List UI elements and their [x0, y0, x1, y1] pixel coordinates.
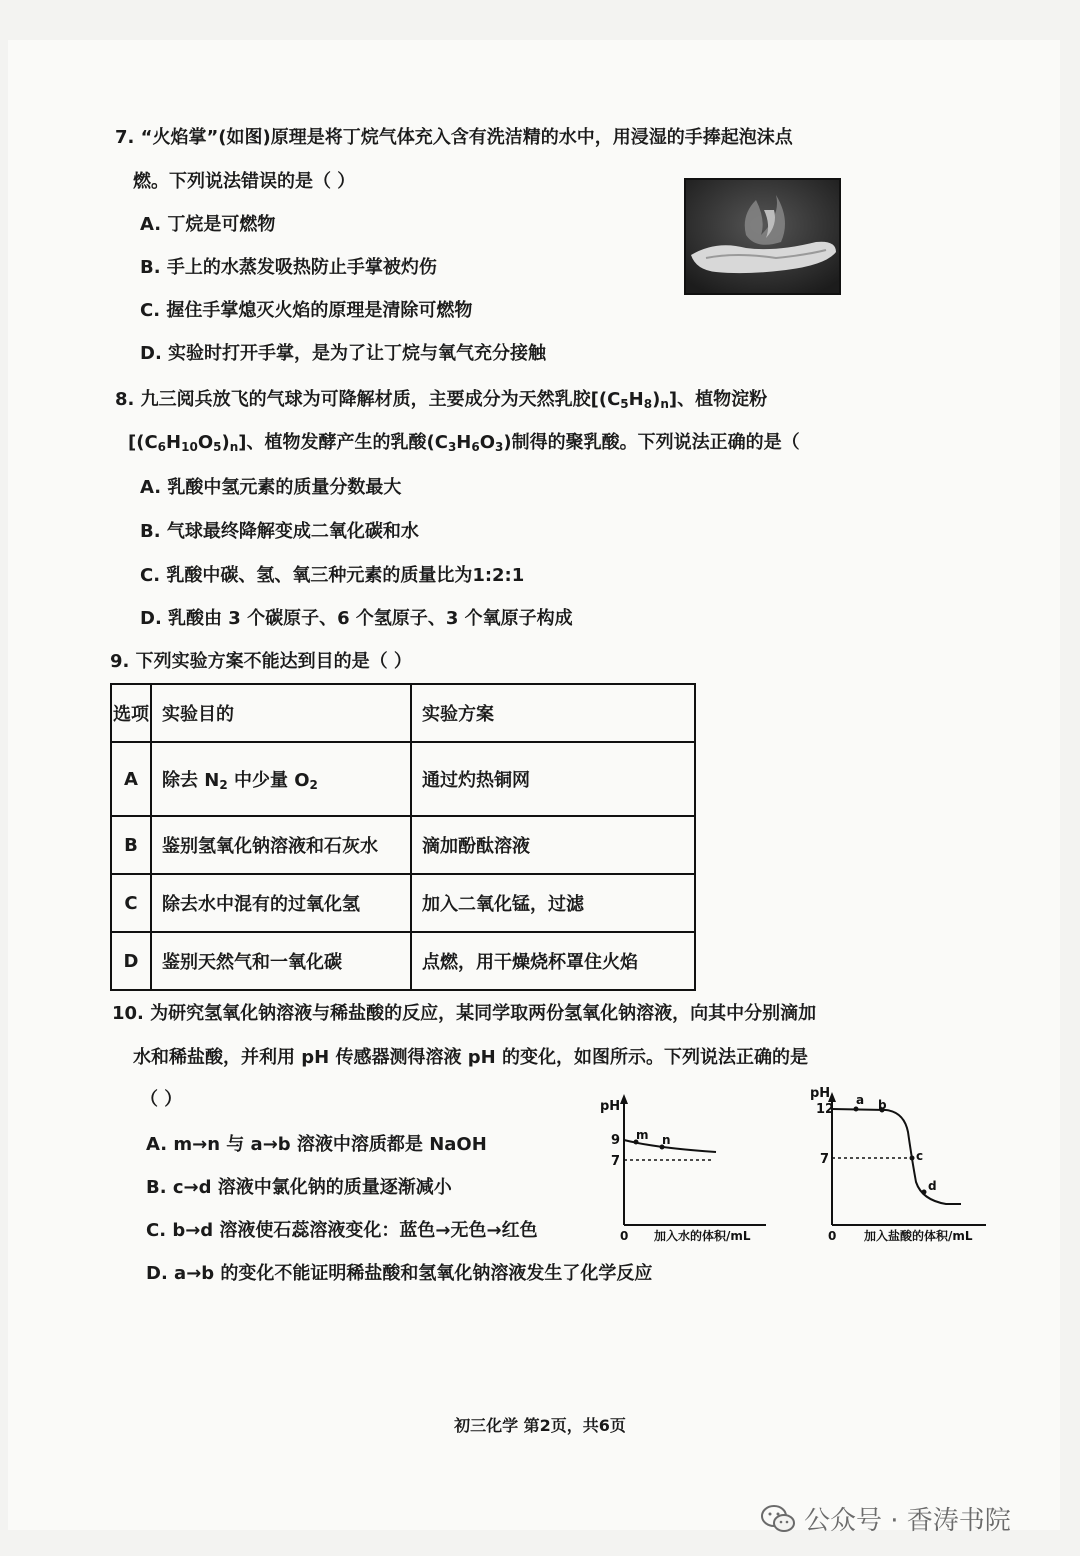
- q8-option-c: C. 乳酸中碳、氢、氧三种元素的质量比为1:2:1: [140, 565, 525, 586]
- tick-label-7: 7: [611, 1154, 621, 1169]
- q10-option-b: B. c→d 溶液中氯化钠的质量逐渐减小: [146, 1177, 452, 1198]
- y-axis-arrow-icon: [620, 1094, 628, 1104]
- point-d-label: d: [928, 1179, 937, 1193]
- origin-label: 0: [828, 1229, 837, 1243]
- table-row: [111, 742, 695, 816]
- row-goal: 除去 $N_2$ 中少量 $O_2$: [151, 742, 411, 816]
- page-footer: 初三化学 第2页，共6页: [454, 1416, 626, 1435]
- y-axis-label: pH: [810, 1086, 831, 1101]
- point-m-label: m: [636, 1128, 649, 1142]
- q7-stem-line2: 燃。下列说法错误的是（ ）: [133, 171, 356, 192]
- q8-option-d: D. 乳酸由 3 个碳原子、6 个氢原子、3 个氧原子构成: [140, 608, 573, 629]
- wechat-watermark: [760, 1500, 1011, 1537]
- q8-option-b: B. 气球最终降解变成二氧化碳和水: [140, 521, 419, 542]
- q10-option-d: D. a→b 的变化不能证明稀盐酸和氢氧化钠溶液发生了化学反应: [146, 1263, 653, 1284]
- row-goal: 鉴别天然气和一氧化碳: [151, 932, 411, 990]
- table-header-row: [111, 684, 695, 742]
- watermark-text: 公众号 · 香涛书院: [804, 1506, 1011, 1536]
- row-goal: 除去水中混有的过氧化氢: [151, 874, 411, 932]
- ph-graph-water: [596, 1090, 776, 1250]
- tick-label-12: 12: [816, 1102, 835, 1117]
- row-goal: 鉴别氢氧化钠溶液和石灰水: [151, 816, 411, 874]
- point-a-label: a: [856, 1093, 865, 1107]
- table-row: [111, 874, 695, 932]
- row-plan: 通过灼热铜网: [411, 742, 695, 816]
- row-plan: 加入二氧化锰，过滤: [411, 874, 695, 932]
- header-option: 选项: [111, 684, 151, 742]
- q8-option-a: A. 乳酸中氢元素的质量分数最大: [140, 477, 402, 498]
- origin-label: 0: [620, 1229, 629, 1243]
- point-c: [910, 1156, 915, 1161]
- x-axis-label: 加入水的体积/mL: [654, 1229, 751, 1243]
- table-row: [111, 816, 695, 874]
- row-plan: 点燃，用干燥烧杯罩住火焰: [411, 932, 695, 990]
- q7-option-a: A. 丁烷是可燃物: [140, 214, 276, 235]
- hcl-ph-curve: [832, 1109, 961, 1204]
- point-d: [922, 1190, 927, 1195]
- q8-stem-line2: $[(C_6H_{10}O_5)_n]$、植物发酵产生的乳酸$(C_3H_6O_3)$制得的聚乳酸。下列说法正确的是（: [128, 432, 800, 454]
- q10-stem-line3: （ ）: [140, 1089, 183, 1110]
- q7-option-b: B. 手上的水蒸发吸热防止手掌被灼伤: [140, 257, 437, 278]
- point-n-label: n: [662, 1133, 671, 1147]
- row-option: B: [111, 816, 151, 874]
- q10-option-a: A. m→n 与 a→b 溶液中溶质都是 NaOH: [146, 1134, 487, 1155]
- point-c-label: c: [916, 1149, 924, 1163]
- point-a: [854, 1107, 859, 1112]
- table-row: [111, 932, 695, 990]
- row-plan: 滴加酚酞溶液: [411, 816, 695, 874]
- tick-label-9: 9: [611, 1133, 621, 1148]
- q7-option-c: C. 握住手掌熄灭火焰的原理是清除可燃物: [140, 300, 473, 321]
- row-option: D: [111, 932, 151, 990]
- wechat-logo-icon: [760, 1504, 796, 1534]
- q10-option-c: C. b→d 溶液使石蕊溶液变化：蓝色→无色→红色: [146, 1220, 538, 1241]
- x-axis-label: 加入盐酸的体积/mL: [864, 1229, 973, 1243]
- ph-graph-hcl: [806, 1082, 996, 1250]
- q9-table: [110, 683, 696, 991]
- q7-stem-line1: 7. “火焰掌”(如图)原理是将丁烷气体充入含有洗洁精的水中，用浸湿的手捧起泡沫点: [115, 127, 793, 148]
- q10-stem-line1: 10. 为研究氢氧化钠溶液与稀盐酸的反应，某同学取两份氢氧化钠溶液，向其中分别滴加: [112, 1003, 817, 1024]
- q9-stem: 9. 下列实验方案不能达到目的是（ ）: [110, 651, 412, 672]
- header-plan: 实验方案: [411, 684, 695, 742]
- point-b-label: b: [878, 1098, 887, 1112]
- q8-stem-line1: 8. 九三阅兵放飞的气球为可降解材质，主要成分为天然乳胶$[(C_5H_8)_n]$、植物淀粉: [115, 389, 768, 411]
- row-option: C: [111, 874, 151, 932]
- q10-stem-line2: 水和稀盐酸，并利用 pH 传感器测得溶液 pH 的变化，如图所示。下列说法正确的是: [133, 1047, 808, 1068]
- flame-palm-photo: [684, 178, 841, 295]
- tick-label-7: 7: [820, 1152, 830, 1167]
- q7-option-d: D. 实验时打开手掌，是为了让丁烷与氧气充分接触: [140, 343, 547, 364]
- row-option: A: [111, 742, 151, 816]
- y-axis-label: pH: [600, 1099, 621, 1114]
- header-goal: 实验目的: [151, 684, 411, 742]
